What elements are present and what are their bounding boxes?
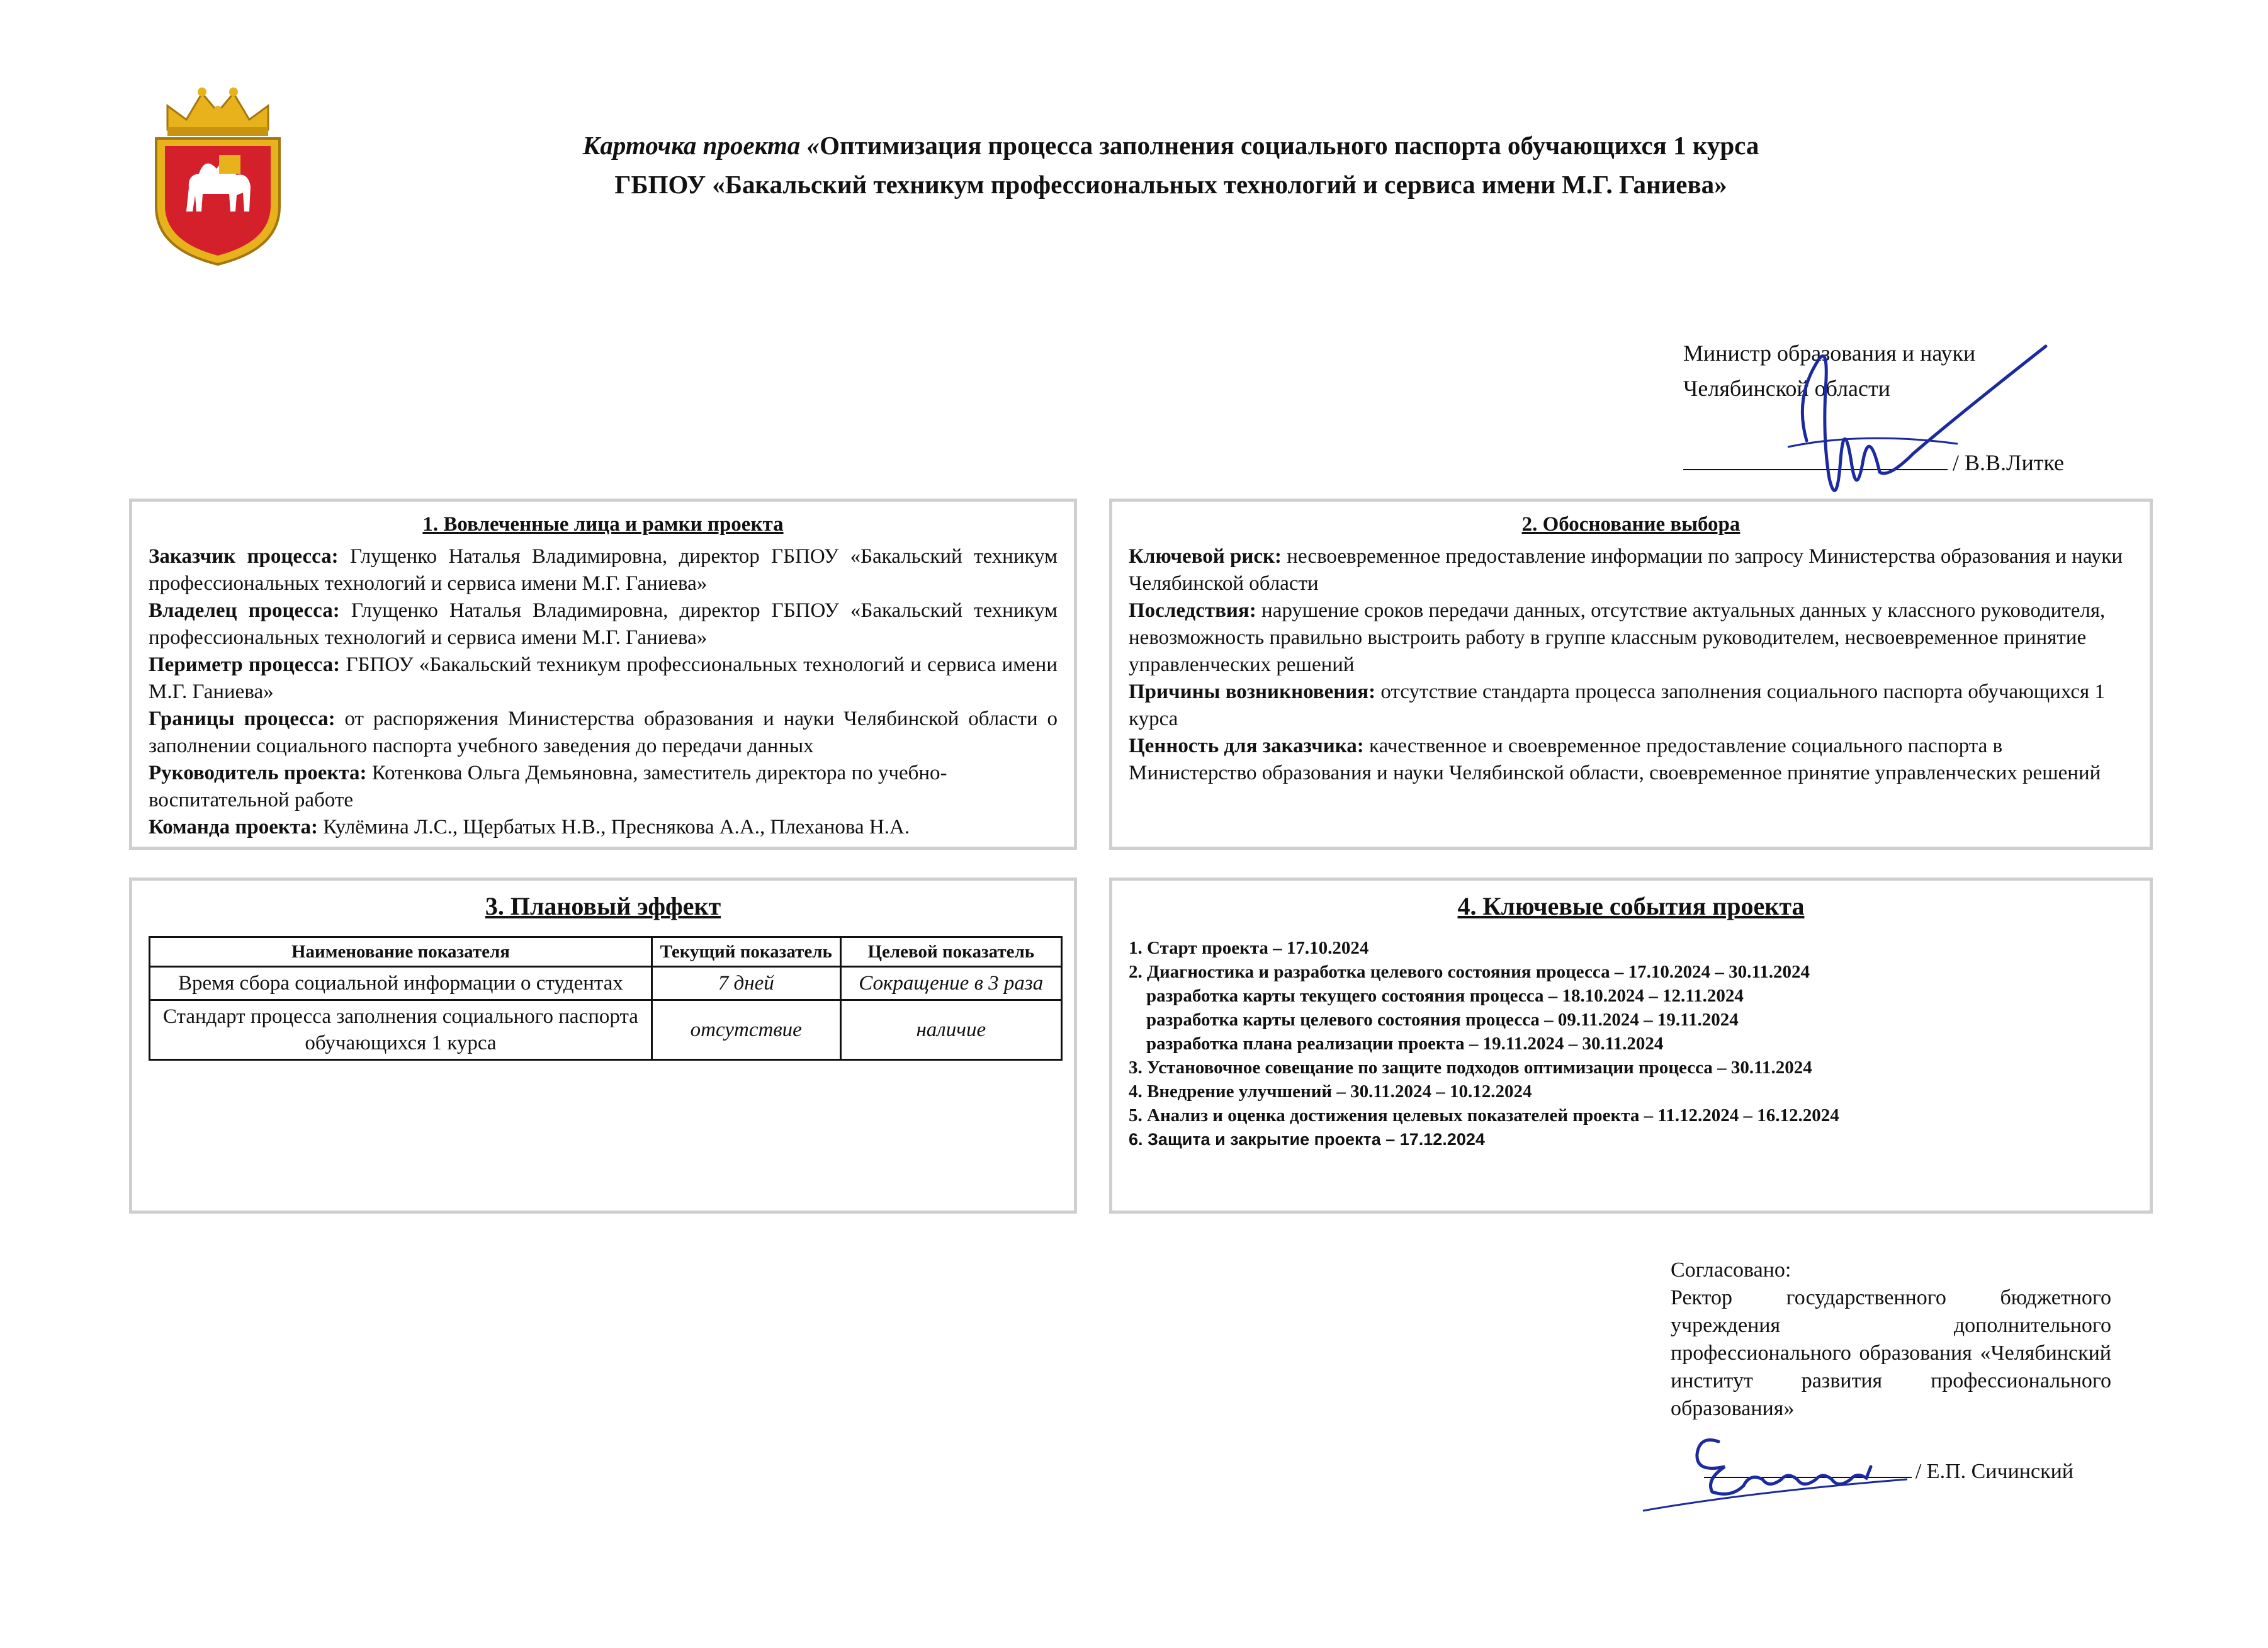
minister-signature-icon — [1769, 321, 2058, 529]
stakeholder-item: Периметр процесса: ГБПОУ «Бакальский техникум профессиональных технологий и сервиса имени М.Г. Ганиева» — [149, 653, 1058, 703]
stakeholder-item: Команда проекта: Кулёмина Л.С., Щербатых Н.В., Преснякова А.А., Плеханова Н.А. — [149, 816, 910, 838]
list-item: 4. Внедрение улучшений – 30.11.2024 – 10.12.2024 — [1129, 1081, 1532, 1102]
justification-item: Причины возникновения: отсутствие стандарта процесса заполнения социального паспорта обучающихся 1 курса — [1129, 680, 2105, 730]
stakeholder-item: Владелец процесса: Глущенко Наталья Владимировна, директор ГБПОУ «Бакальский техникум профессиональных технологий и сервиса имени М.Г. Ганиева» — [149, 599, 1058, 649]
justification-item: Ключевой риск: несвоевременное предоставление информации по запросу Министерства образования и науки Челябинской области — [1129, 545, 2123, 595]
panel-key-events-heading: 4. Ключевые события проекта — [1457, 892, 1805, 920]
justification-item: Последствия: нарушение сроков передачи данных, отсутствие актуальных данных у классного руководителя, невозможность правильно выстроить работу в группе классным руководителем, несвоевременное принятие управленческих решений — [1129, 599, 2106, 676]
list-item: разработка карты текущего состояния процесса – 18.10.2024 – 12.11.2024 — [1146, 986, 1744, 1006]
table-row — [150, 967, 1062, 1000]
panel-planned-effect-heading: 3. Плановый эффект — [485, 892, 721, 920]
table-cell: отсутствие — [652, 1000, 840, 1060]
panel-planned-effect — [129, 878, 1077, 1214]
column-header: Текущий показатель — [652, 937, 840, 967]
column-header: Целевой показатель — [840, 937, 1061, 967]
justification-item: Ценность для заказчика: качественное и своевременное предоставление социального паспорта в Министерство образования и науки Челябинской области, своевременное принятие управленческих решений — [1129, 735, 2101, 784]
rector-signature-icon — [1637, 1416, 1914, 1517]
events-list — [1129, 936, 2133, 1151]
table-cell: 7 дней — [652, 967, 840, 1000]
chelyabinsk-coat-of-arms-icon — [142, 81, 293, 269]
approval-agreed-label: Согласовано: — [1671, 1258, 1791, 1282]
list-item: 2. Диагностика и разработка целевого состояния процесса – 17.10.2024 – 30.11.2024 — [1129, 962, 1810, 982]
table-cell: Сокращение в 3 раза — [840, 967, 1061, 1000]
effect-table — [149, 936, 1063, 1061]
list-item: 6. Защита и закрытие проекта – 17.12.2024 — [1129, 1130, 1485, 1149]
column-header: Наименование показателя — [150, 937, 652, 967]
list-item: 1. Старт проекта – 17.10.2024 — [1129, 938, 1369, 958]
approval-bottom-text: Ректор государственного бюджетного учреждения дополнительного профессионального образования «Челябинский институт развития профессионального образования» — [1671, 1286, 2111, 1420]
panel-justification — [1109, 499, 2153, 850]
table-row — [150, 1000, 1062, 1060]
list-item: разработка плана реализации проекта – 19.11.2024 – 30.11.2024 — [1146, 1034, 1664, 1054]
list-item: 3. Установочное совещание по защите подходов оптимизации процесса – 30.11.2024 — [1129, 1058, 1812, 1078]
table-header-row — [150, 937, 1062, 967]
table-cell: Стандарт процесса заполнения социального паспорта обучающихся 1 курса — [150, 1000, 652, 1060]
list-item: 5. Анализ и оценка достижения целевых показателей проекта – 11.12.2024 – 16.12.2024 — [1129, 1105, 1839, 1126]
panel-key-events — [1109, 878, 2153, 1214]
title-prefix: Карточка проекта « — [582, 131, 820, 160]
approval-top-line2: Челябинской области — [1683, 376, 1890, 401]
approval-bottom-signer: / Е.П. Сичинский — [1915, 1460, 2073, 1483]
list-item: разработка карты целевого состояния процесса – 09.11.2024 – 19.11.2024 — [1146, 1010, 1739, 1030]
panel-stakeholders-heading: 1. Вовлеченные лица и рамки проекта — [422, 513, 784, 536]
document-title — [353, 126, 1989, 204]
table-cell: наличие — [840, 1000, 1061, 1060]
title-project-name: Оптимизация процесса заполнения социального паспорта обучающихся 1 курса — [820, 131, 1759, 160]
stakeholder-item: Руководитель проекта: Котенкова Ольга Демьяновна, заместитель директора по учебно-воспитательной работе — [149, 762, 947, 811]
title-institution: ГБПОУ «Бакальский техникум профессиональных технологий и сервиса имени М.Г. Ганиева» — [614, 170, 1727, 199]
approval-top-line1: Министр образования и науки — [1683, 341, 1976, 366]
panel-justification-heading: 2. Обоснование выбора — [1521, 513, 1740, 536]
panel-stakeholders — [129, 499, 1077, 850]
approval-bottom — [1671, 1256, 2111, 1423]
approval-top-signer: / В.В.Литке — [1953, 450, 2065, 475]
stakeholder-item: Границы процесса: от распоряжения Министерства образования и науки Челябинской области о заполнении социального паспорта учебного заведения до передачи данных — [149, 708, 1058, 757]
stakeholder-item: Заказчик процесса: Глущенко Наталья Владимировна, директор ГБПОУ «Бакальский техникум профессиональных технологий и сервиса имени М.Г. Ганиева» — [149, 545, 1058, 595]
table-cell: Время сбора социальной информации о студентах — [150, 967, 652, 1000]
